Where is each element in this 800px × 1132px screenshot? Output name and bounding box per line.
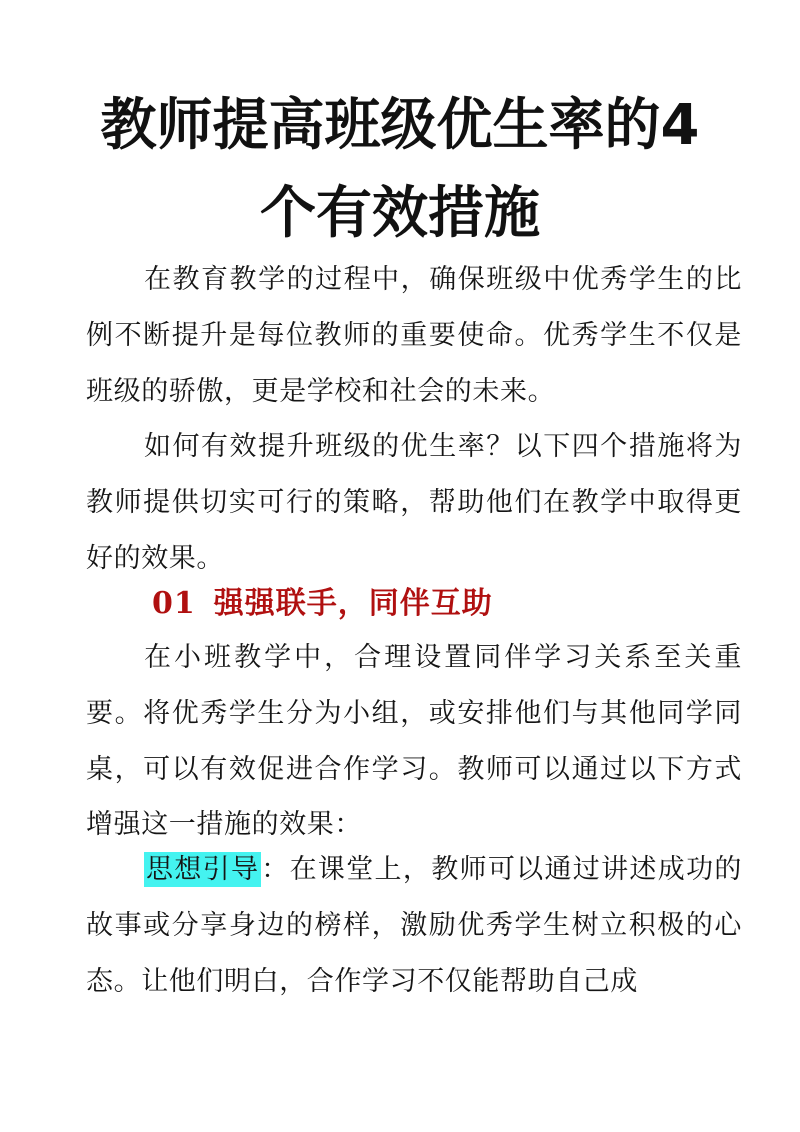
page-title — [60, 82, 740, 258]
title-line-1: 教师提高班级优生率的4 — [100, 93, 700, 158]
intro-paragraph-2: 如何有效提升班级的优生率？以下四个措施将为教师提供切实可行的策略，帮助他们在教学中取得更好的效果。 — [86, 431, 742, 574]
section-heading-01 — [152, 578, 493, 630]
section-title: 强强联手，同伴互助 — [213, 586, 493, 621]
title-line-2: 个有效措施 — [260, 181, 540, 246]
section-1-point — [86, 842, 742, 1009]
point-text: ：在课堂上，教师可以通过讲述成功的故事或分享身边的榜样，激励优秀学生树立积极的心态。让他们明白，合作学习不仅能帮助自己成 — [86, 854, 742, 997]
section-1-body: 在小班教学中，合理设置同伴学习关系至关重要。将优秀学生分为小组，或安排他们与其他同学同桌，可以有效促进合作学习。教师可以通过以下方式增强这一措施的效果： — [86, 642, 742, 841]
intro-paragraph-1: 在教育教学的过程中，确保班级中优秀学生的比例不断提升是每位教师的重要使命。优秀学生不仅是班级的骄傲，更是学校和社会的未来。 — [86, 264, 742, 407]
highlighted-term: 思想引导 — [146, 854, 260, 885]
section-number: 01 — [152, 586, 196, 621]
